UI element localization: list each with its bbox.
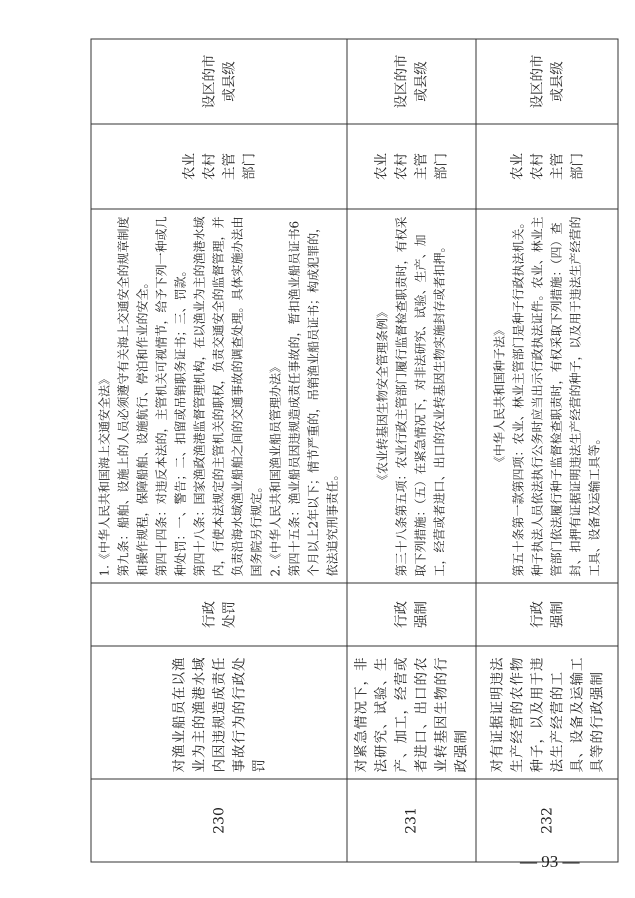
item-type-text: 行政处罚 xyxy=(200,600,237,628)
department xyxy=(476,124,618,209)
level xyxy=(347,39,476,124)
basis-line: 第三十八条第五项：农业行政主管部门履行监督检查职责时，有权采取下列措施：（五）在紧急情况下，对非法研究、试验、生产、加工，经营或者进口、出口的农业转基因生物实施封存或者扣押。 xyxy=(394,215,446,576)
item-type xyxy=(91,583,347,646)
item-type-text: 行政强制 xyxy=(528,600,565,628)
basis-line: 第五十条第一款第四项：农业、林业主管部门是种子行政执法机关。种子执法人员依法执行公务时应当出示行政执法证件。农业、林业主管部门依法履行种子监督检查职责时，有权采取下列措施：（四）查封、扣押有证据证明违法生产经营的种子，以及用于违法生产经营的工具、设备及运输工具等。 xyxy=(510,215,601,576)
page-number: — 93 — xyxy=(520,852,580,871)
item-type xyxy=(347,583,476,646)
item-type-text: 行政强制 xyxy=(393,600,429,628)
row-number: 232 xyxy=(476,779,618,862)
table-row xyxy=(91,39,347,862)
level-text: 设区的市或县级 xyxy=(200,54,237,108)
department xyxy=(91,124,347,209)
basis-line: 1.《中华人民共和国海上交通安全法》 xyxy=(97,372,111,576)
row-number: 231 xyxy=(347,779,476,862)
item-name: 对有证据证明违法生产经营的农作物种子，以及用于违法生产经营的工具、设备及运输工具等的行政强制 xyxy=(476,646,618,779)
level xyxy=(476,39,618,124)
legal-basis xyxy=(347,209,476,583)
department-text: 农业农村主管部门 xyxy=(180,152,257,180)
level xyxy=(91,39,347,124)
basis-line: 第四十五条：渔业船员因违规造成责任事故的，暂扣渔业船员证书6个月以上2年以下；情节严重的，吊销渔业船员证书；构成犯罪的，依法追究刑事责任。 xyxy=(287,220,339,576)
basis-line: 第四十四条：对违反本法的，主管机关可视情节，给予下列一种或几种处罚：一、警告；二、扣留或吊销职务证书；三、罚款。 xyxy=(154,215,187,576)
department-text: 农业农村主管部门 xyxy=(373,152,449,180)
basis-line: 第四十八条：国家渔政渔港监督管理机构，在以渔业为主的渔港水域内，行使本法规定的主管机关的职权，负责交通安全的监督管理，并负责沿海水域渔业船舶之间的交通事故的调查处理。具体实施办法由国务院另行规定。 xyxy=(192,215,263,576)
item-name: 对紧急情况下，非法研究、试验、生产、加工，经营或者进口、出口的农业转基因生物的行政强制 xyxy=(347,646,476,779)
legal-basis xyxy=(476,209,618,583)
basis-line: 《农业转基因生物安全管理条例》 xyxy=(375,305,389,486)
item-name: 对渔业船员在以渔业为主的渔港水域内因违规造成责任事故行为的行政处罚 xyxy=(91,646,347,779)
row-number: 230 xyxy=(91,779,347,862)
basis-line: 2.《中华人民共和国渔业船员管理办法》 xyxy=(268,360,282,576)
basis-line: 第九条：船舶、设施上的人员必须遵守有关海上交通安全的规章制度和操作规程，保障船舶、设施航行、停泊和作业的安全。 xyxy=(116,215,149,576)
level-text: 设区的市或县级 xyxy=(393,54,429,108)
level-text: 设区的市或县级 xyxy=(528,54,565,108)
table-row xyxy=(347,39,476,862)
item-type xyxy=(476,583,618,646)
department-text: 农业农村主管部门 xyxy=(508,152,585,180)
basis-line: 《中华人民共和国种子法》 xyxy=(491,323,506,468)
legal-basis xyxy=(91,209,347,583)
administrative-power-table xyxy=(90,38,618,862)
table-row xyxy=(476,39,618,862)
department xyxy=(347,124,476,209)
